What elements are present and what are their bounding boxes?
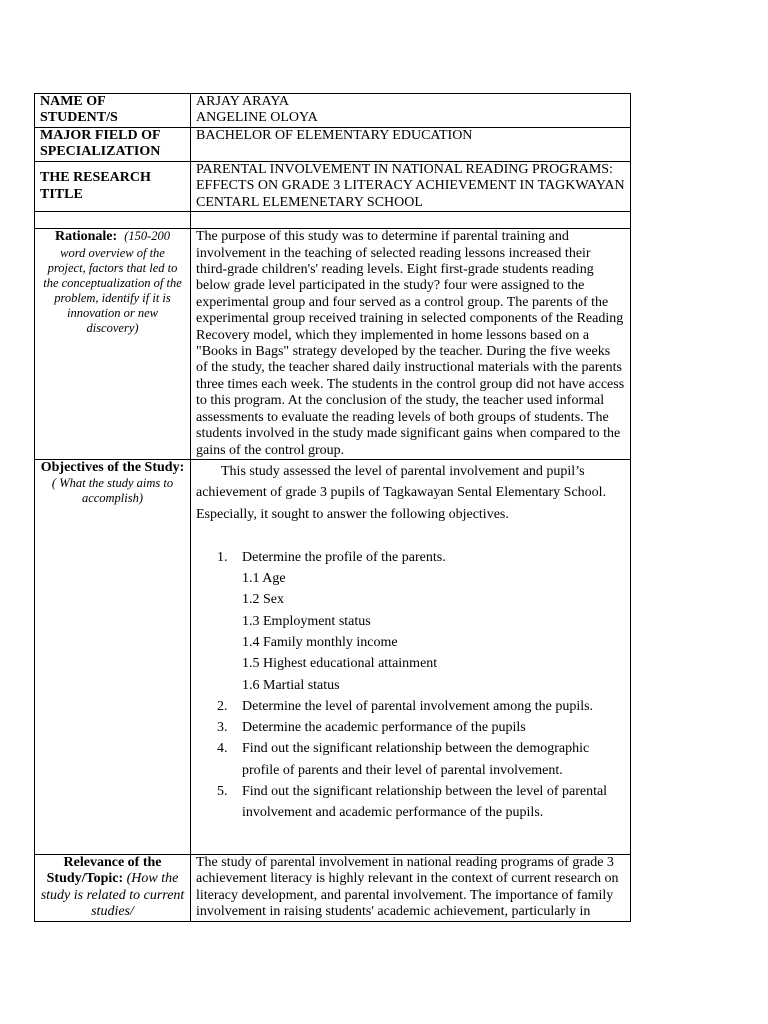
rationale-heading: Rationale: [54,229,118,245]
students-label: NAME OF STUDENT/S [35,94,191,128]
row-relevance [35,854,631,921]
row-rationale [35,229,631,460]
rationale-note-inline: (150-200 [124,229,171,244]
objective-text: Determine the level of parental involvement among the pupils. [242,698,594,714]
relevance-label [35,854,191,921]
row-blank [35,212,631,229]
objective-text: Determine the profile of the parents. [242,549,446,565]
title-value: PARENTAL INVOLVEMENT IN NATIONAL READING PROGRAMS: EFFECTS ON GRADE 3 LITERACY ACHIEVEMENT IN TAGKWAYAN CENTARL ELEMENETARY SCHOOL [191,162,631,212]
student-name-2: ANGELINE OLOYA [196,110,318,126]
students-value [191,94,631,128]
objective-number: 5. [217,784,228,800]
profile-sub-item: 1.2 Sex [242,592,284,608]
row-title [35,162,631,212]
objective-text: Find out the significant relationship between the demographic profile of parents and their level of parental involvement. [242,741,590,778]
objective-item [196,696,625,717]
blank-value-cell [191,212,631,229]
objectives-gap [196,525,625,547]
objective-item [196,717,625,738]
objectives-list-continued [196,696,625,824]
objectives-label [35,459,191,854]
rationale-text: The purpose of this study was to determine if parental training and involvement in the teaching of selected reading lessons increased their third-grade children's' reading levels. Eight first-grade students reading below grade level participated in the study? four were assigned to the experimental group and four served as a control group. The parents of the experimental group received training in selected components of the Reading Recovery model, which they implemented in home lessons based on a "Books in Bags" strategy developed by the teacher. During the five weeks of the study, the teacher shared daily instructional materials with the parents three times each week. The students in the control group did not have access to this program. At the conclusion of the study, the teacher used informal assessments to evaluate the reading levels of both groups of students. The students involved in the study made significant gains when compared to the gains of the control group. [191,229,631,460]
objective-item [196,738,625,781]
relevance-heading: Relevance of the Study/Topic: [46,854,162,887]
objective-number: 3. [217,720,228,736]
objective-text: Determine the academic performance of the pupils [242,720,526,736]
row-objectives [35,459,631,854]
blank-label-cell [35,212,191,229]
profile-sub-item: 1.1 Age [242,571,286,587]
profile-sub-item: 1.6 Martial status [242,677,340,693]
rationale-label [35,229,191,460]
relevance-note: (How the study is related to current studies/ [40,871,185,920]
objective-number: 2. [217,698,228,714]
major-label: MAJOR FIELD OF SPECIALIZATION [35,128,191,162]
objective-item [196,547,625,568]
objectives-heading: Objectives of the Study: [40,459,185,475]
title-label: THE RESEARCH TITLE [35,162,191,212]
rationale-note: word overview of the project, factors that led to the conceptualization of the problem, identify if it is innovation or new discovery) [43,245,182,335]
student-name-1: ARJAY ARAYA [196,94,289,109]
research-form-table [34,93,631,922]
profile-sub-item: 1.3 Employment status [242,613,371,629]
row-major [35,128,631,162]
relevance-text: The study of parental involvement in national reading programs of grade 3 achievement literacy is highly relevant in the context of current research on literacy development, and parental involvement. The importance of family involvement in raising students' academic achievement, particularly in [191,854,631,921]
objectives-content [191,459,631,854]
profile-sub-item: 1.5 Highest educational attainment [242,656,438,672]
objectives-list [196,547,625,568]
major-value: BACHELOR OF ELEMENTARY EDUCATION [191,128,631,162]
row-students [35,94,631,128]
objective-text: Find out the significant relationship between the level of parental involvement and academic performance of the pupils. [242,784,608,821]
objectives-intro: This study assessed the level of parental involvement and pupil’s achievement of grade 3 pupils of Tagkawayan Sental Elementary School. Especially, it sought to answer the following objectives. [196,463,607,522]
objective-item [196,781,625,824]
profile-sub-item: 1.4 Family monthly income [242,634,398,650]
objective-number: 4. [217,741,228,757]
objective-number: 1. [217,549,228,565]
objectives-note: ( What the study aims to accomplish) [51,476,174,506]
